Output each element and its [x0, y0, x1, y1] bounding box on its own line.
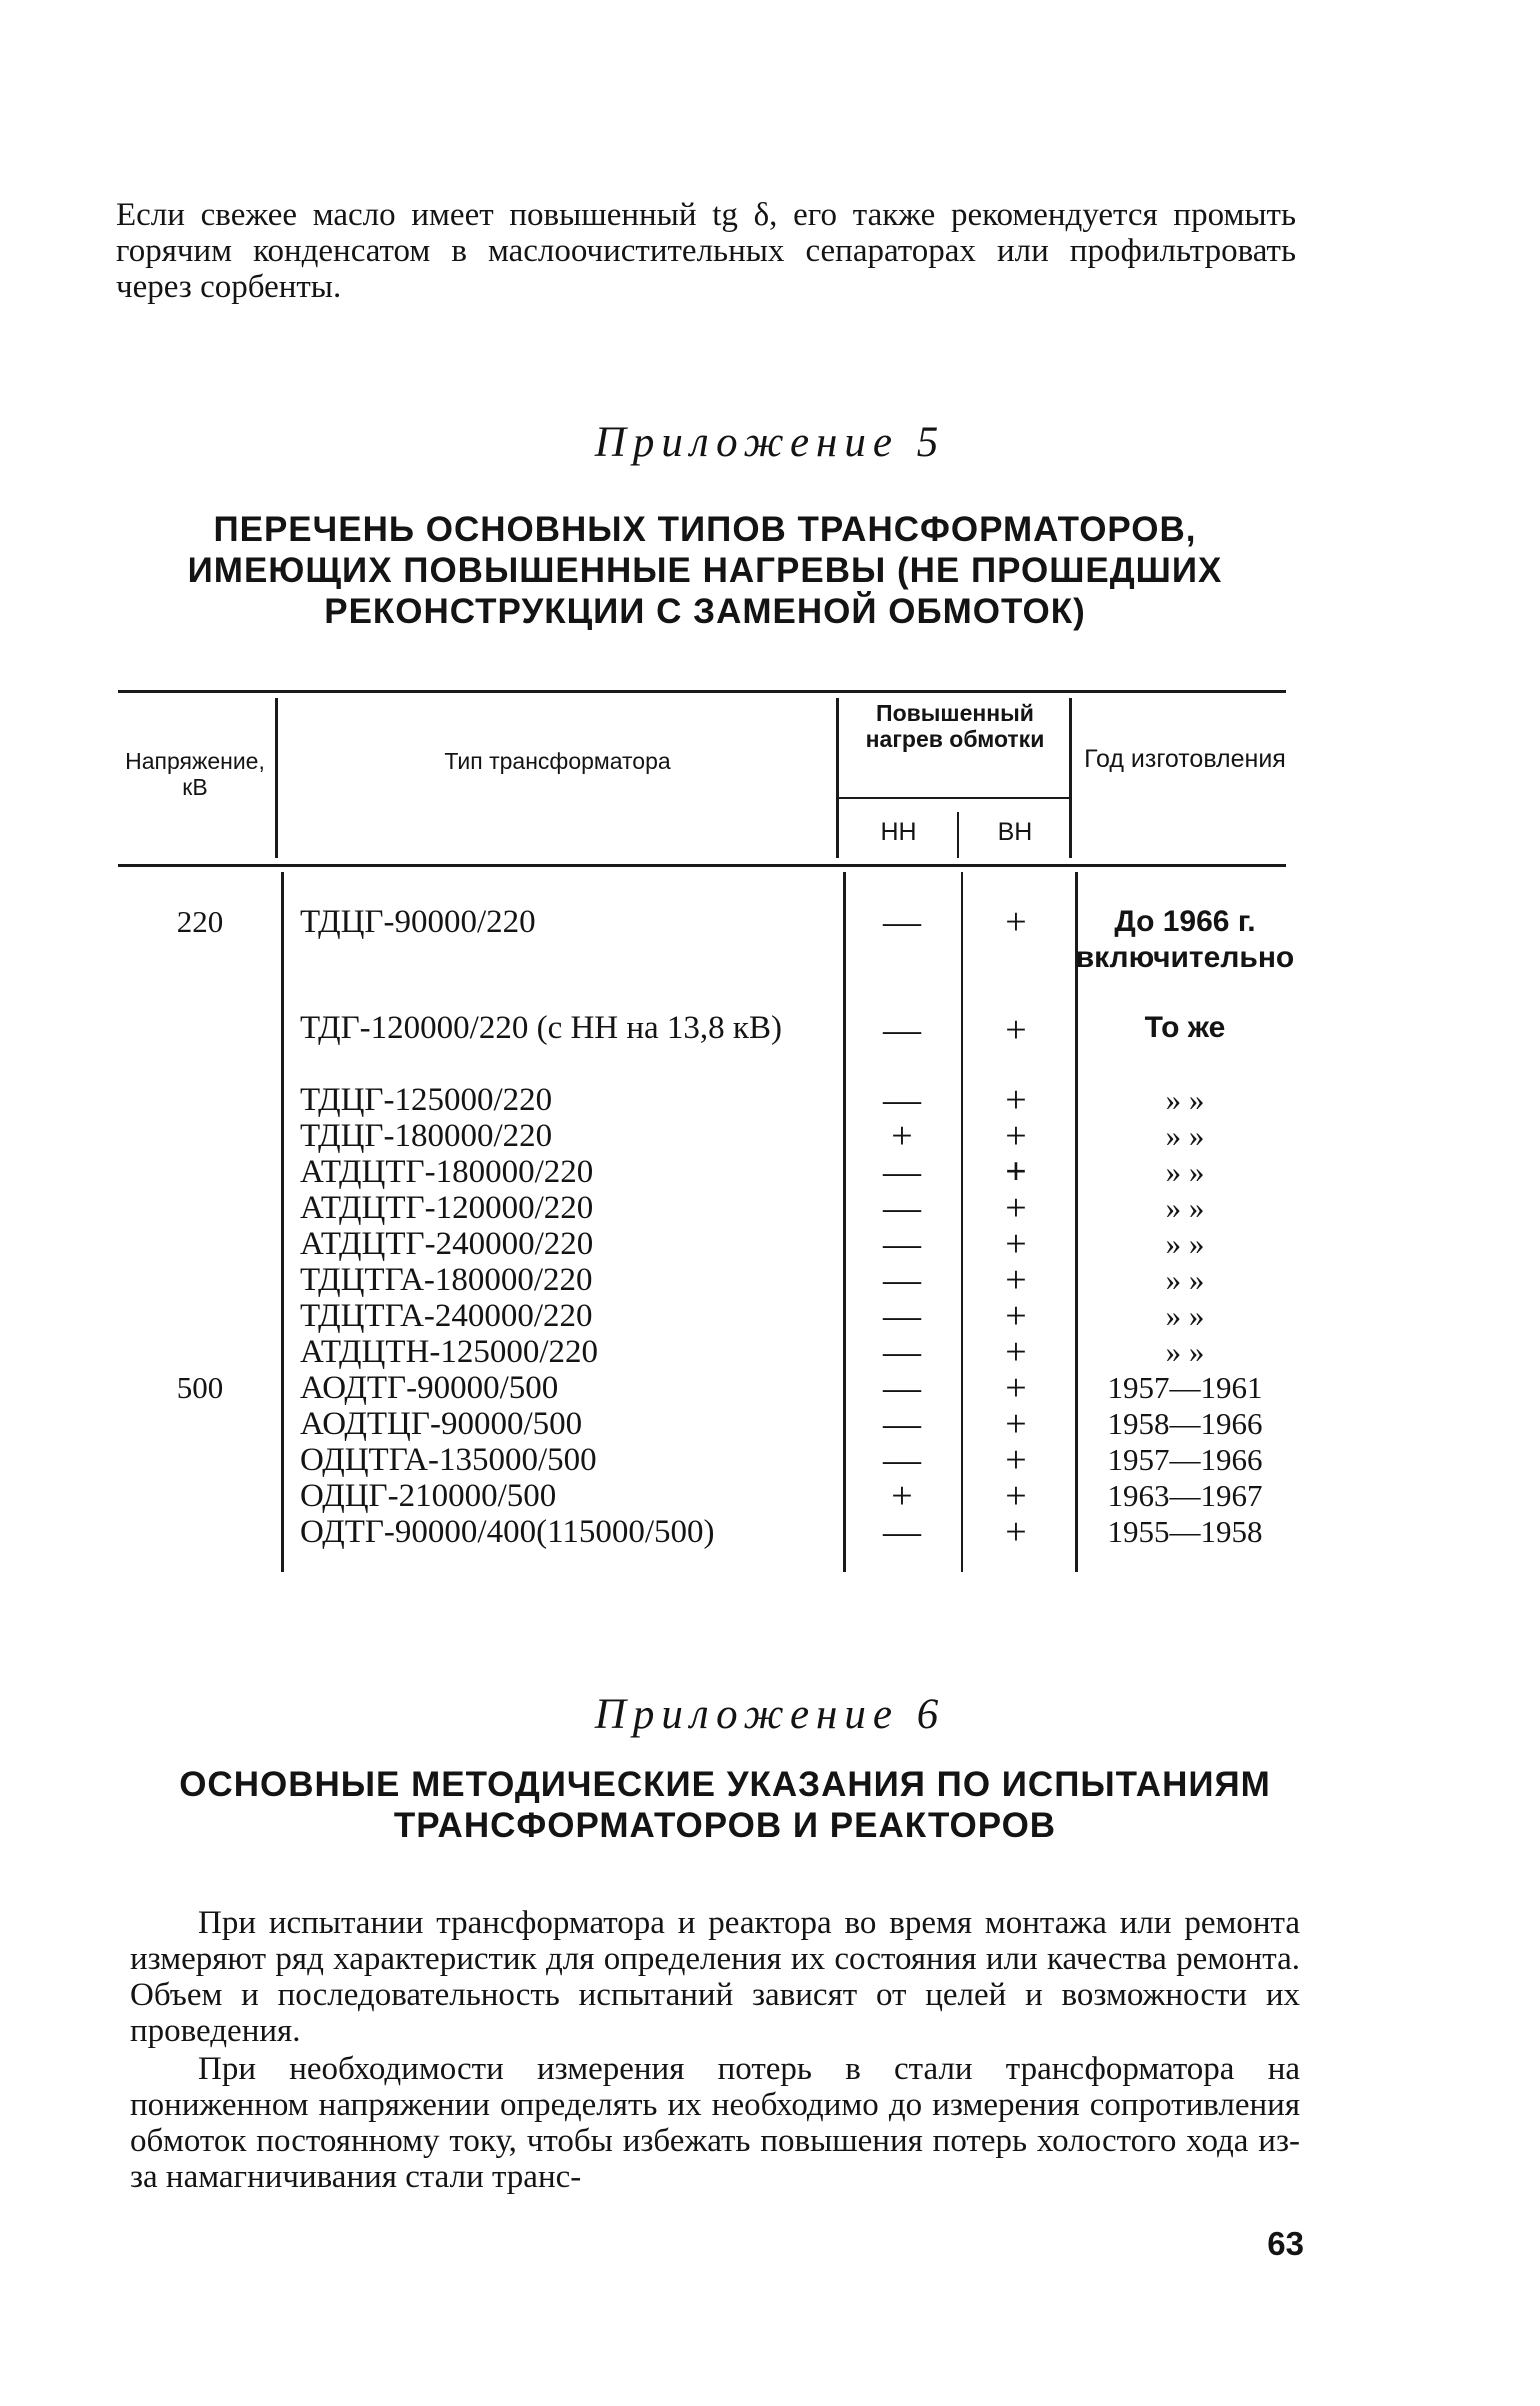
- cell-year: 1957—1966: [1107, 1442, 1263, 1477]
- appendix6-paragraph-1: При испытании трансформатора и реактора во время монтажа или ремонта измеряют ряд характеристик для определения их состояния или качества ремонта. Объем и последовательность испытаний зависят от целей и возможности их проведения.: [130, 1905, 1300, 2049]
- cell-nn: —: [883, 1079, 921, 1121]
- cell-nn: +: [891, 1475, 913, 1517]
- cell-year: » »: [1165, 1082, 1205, 1117]
- cell-vn: +: [1005, 901, 1027, 943]
- intro-paragraph: Если свежее масло имеет повышенный tg δ, его также рекомендуется промыть горячим конденсатом в маслоочистительных сепараторах или профильтровать через сорбенты.: [116, 197, 1296, 305]
- cell-nn: +: [891, 1115, 913, 1157]
- cell-vn: +: [1005, 1511, 1027, 1553]
- cell-vn: +: [1005, 1009, 1027, 1051]
- appendix5-heading: ПЕРЕЧЕНЬ ОСНОВНЫХ ТИПОВ ТРАНСФОРМАТОРОВ, ИМЕЮЩИХ ПОВЫШЕННЫЕ НАГРЕВЫ (НЕ ПРОШЕДШИХ РЕКОНСТРУКЦИИ С ЗАМЕНОЙ ОБМОТОК): [187, 510, 1223, 631]
- cell-vn: +: [1005, 1187, 1027, 1229]
- cell-type: АТДЦТГ-180000/220: [300, 1154, 594, 1190]
- header-nn: НН: [880, 818, 917, 846]
- body-vline-2: [843, 872, 846, 1572]
- cell-vn: +: [1005, 1079, 1027, 1121]
- cell-year: » »: [1165, 1118, 1205, 1153]
- cell-year: » »: [1165, 1298, 1205, 1333]
- cell-year: 1963—1967: [1107, 1478, 1263, 1513]
- cell-year: 1958—1966: [1107, 1406, 1263, 1441]
- cell-vn: +: [1005, 1331, 1027, 1373]
- cell-type: ТДЦГ-90000/220: [300, 904, 536, 940]
- header-vline-1: [275, 698, 278, 858]
- cell-nn: —: [883, 1439, 921, 1481]
- cell-type: АТДЦТН-125000/220: [300, 1334, 598, 1370]
- cell-vn: +: [1005, 1259, 1027, 1301]
- cell-vn: +: [1005, 1367, 1027, 1409]
- cell-nn: —: [883, 1403, 921, 1445]
- cell-vn: +: [1005, 1151, 1027, 1193]
- cell-type: ТДЦГ-180000/220: [300, 1118, 553, 1154]
- cell-nn: —: [883, 1187, 921, 1229]
- page-number: 63: [1267, 2225, 1304, 2262]
- header-vn: ВН: [997, 818, 1033, 846]
- cell-type: АТДЦТГ-120000/220: [300, 1190, 594, 1226]
- cell-vn: +: [1005, 1439, 1027, 1481]
- cell-nn: —: [883, 1259, 921, 1301]
- cell-type: ТДГ-120000/220 (с НН на 13,8 кВ): [300, 1010, 782, 1046]
- cell-year: » »: [1165, 1154, 1205, 1189]
- body-vline-1: [281, 872, 284, 1572]
- table-subheader-rule: [838, 797, 1070, 799]
- appendix6-title: Приложение 6: [594, 1691, 946, 1738]
- header-vline-3: [957, 812, 959, 858]
- cell-type: ТДЦТГА-180000/220: [300, 1262, 593, 1298]
- cell-type: ТДЦТГА-240000/220: [300, 1298, 593, 1334]
- cell-type: АТДЦТГ-240000/220: [300, 1226, 594, 1262]
- cell-year: » »: [1165, 1334, 1205, 1369]
- cell-nn: —: [883, 1295, 921, 1337]
- cell-nn: —: [883, 1511, 921, 1553]
- table-header-rule: [118, 864, 1286, 867]
- cell-nn: —: [883, 901, 921, 943]
- cell-type: АОДТЦГ-90000/500: [300, 1406, 583, 1442]
- header-voltage: Напряжение, кВ: [125, 748, 265, 801]
- cell-year: 1955—1958: [1107, 1514, 1263, 1549]
- appendix5-title: Приложение 5: [594, 419, 946, 466]
- body-vline-3: [961, 872, 963, 1572]
- cell-nn: —: [883, 1367, 921, 1409]
- cell-nn: —: [883, 1331, 921, 1373]
- table-top-rule: [118, 690, 1286, 693]
- header-heating: Повышенный нагрев обмотки: [865, 700, 1045, 753]
- appendix6-paragraph-2: При необходимости измерения потерь в стали трансформатора на пониженном напряжении определять их необходимо до измерения сопротивления обмоток постоянному току, чтобы избежать повышения потерь холостого хода из-за намагничивания стали транс-: [130, 2051, 1300, 2195]
- cell-vn: +: [1005, 1403, 1027, 1445]
- cell-vn: +: [1005, 1115, 1027, 1157]
- cell-voltage: 500: [176, 1370, 224, 1405]
- cell-year: 1957—1961: [1107, 1370, 1263, 1405]
- header-year: Год изготовления: [1084, 745, 1286, 773]
- cell-type: ОДТГ-90000/400(115000/500): [300, 1514, 715, 1550]
- cell-nn: —: [883, 1223, 921, 1265]
- cell-year: » »: [1165, 1190, 1205, 1225]
- cell-type: ОДЦГ-210000/500: [300, 1478, 557, 1514]
- cell-type: АОДТГ-90000/500: [300, 1370, 559, 1406]
- appendix6-heading: ОСНОВНЫЕ МЕТОДИЧЕСКИЕ УКАЗАНИЯ ПО ИСПЫТАНИЯМ ТРАНСФОРМАТОРОВ И РЕАКТОРОВ: [179, 1765, 1271, 1845]
- cell-year: То же: [1144, 1011, 1226, 1044]
- cell-vn: +: [1005, 1295, 1027, 1337]
- header-vline-2: [836, 698, 839, 858]
- cell-type: ОДЦТГА-135000/500: [300, 1442, 597, 1478]
- cell-year: » »: [1165, 1226, 1205, 1261]
- cell-vn: +: [1005, 1475, 1027, 1517]
- cell-vn: +: [1005, 1223, 1027, 1265]
- cell-year: » »: [1165, 1262, 1205, 1297]
- cell-voltage: 220: [176, 904, 224, 939]
- cell-nn: —: [883, 1009, 921, 1051]
- cell-nn: —: [883, 1151, 921, 1193]
- header-type: Тип трансформатора: [444, 748, 671, 774]
- cell-type: ТДЦГ-125000/220: [300, 1082, 553, 1118]
- cell-year: До 1966 г. включительно: [1075, 905, 1295, 974]
